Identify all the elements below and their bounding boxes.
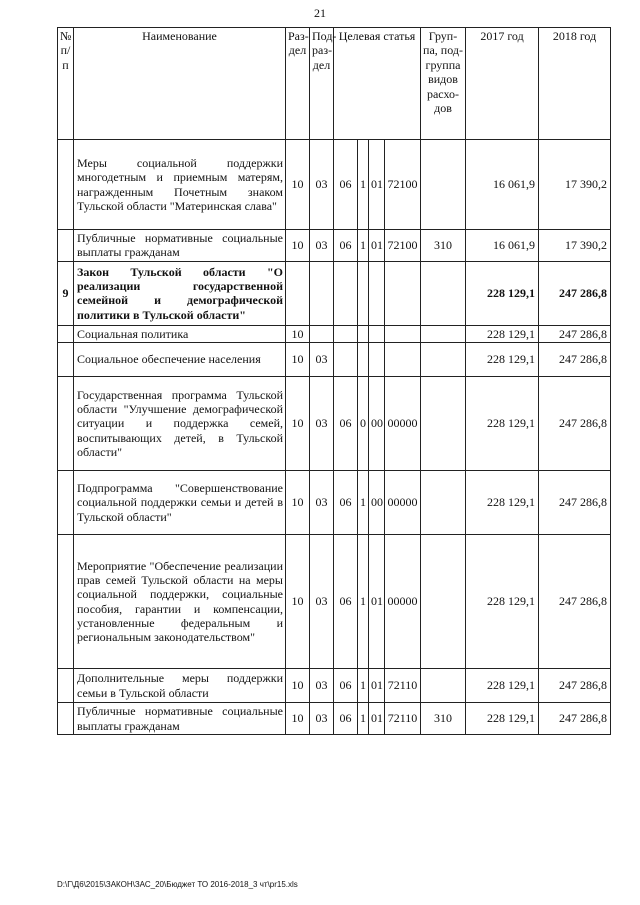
row-target-subprogram: 1 xyxy=(358,669,369,703)
row-name: Социальное обеспечение населения xyxy=(74,343,286,377)
row-target-program: 06 xyxy=(334,230,358,262)
row-value-2017: 228 129,1 xyxy=(466,261,539,325)
row-target-subprogram: 1 xyxy=(358,703,369,735)
row-subsection: 03 xyxy=(310,140,334,230)
row-target-program: 06 xyxy=(334,471,358,535)
row-target-subprogram xyxy=(358,325,369,342)
row-value-2017: 228 129,1 xyxy=(466,325,539,342)
row-target-subprogram: 1 xyxy=(358,230,369,262)
row-target-subprogram xyxy=(358,343,369,377)
row-target-event: 01 xyxy=(369,535,385,669)
row-target-subprogram: 1 xyxy=(358,140,369,230)
row-target-program xyxy=(334,343,358,377)
row-expense-group xyxy=(421,325,466,342)
row-value-2017: 228 129,1 xyxy=(466,703,539,735)
row-target-direction xyxy=(385,261,421,325)
row-target-direction xyxy=(385,343,421,377)
row-target-direction: 72100 xyxy=(385,230,421,262)
row-target-event xyxy=(369,261,385,325)
row-num xyxy=(58,535,74,669)
row-num xyxy=(58,325,74,342)
row-value-2018: 247 286,8 xyxy=(539,669,611,703)
row-value-2018: 247 286,8 xyxy=(539,535,611,669)
table-row xyxy=(58,535,611,669)
row-subsection: 03 xyxy=(310,230,334,262)
row-value-2018: 247 286,8 xyxy=(539,703,611,735)
table-header xyxy=(58,28,611,140)
row-value-2018: 247 286,8 xyxy=(539,471,611,535)
row-value-2018: 17 390,2 xyxy=(539,140,611,230)
row-section: 10 xyxy=(286,377,310,471)
row-num xyxy=(58,140,74,230)
header-2018: 2018 год xyxy=(539,28,611,140)
table-row xyxy=(58,261,611,325)
row-name: Закон Тульской области "О реализации государственной семейной и демографической политики в Тульской области" xyxy=(74,261,286,325)
row-target-program: 06 xyxy=(334,377,358,471)
row-expense-group xyxy=(421,535,466,669)
row-target-event: 01 xyxy=(369,703,385,735)
row-subsection: 03 xyxy=(310,669,334,703)
row-value-2018: 247 286,8 xyxy=(539,261,611,325)
row-section: 10 xyxy=(286,535,310,669)
row-subsection: 03 xyxy=(310,703,334,735)
row-subsection xyxy=(310,325,334,342)
row-section xyxy=(286,261,310,325)
row-name: Подпрограмма "Совершенствование социальной поддержки семьи и детей в Тульской области" xyxy=(74,471,286,535)
row-num xyxy=(58,669,74,703)
row-value-2018: 247 286,8 xyxy=(539,377,611,471)
row-value-2017: 228 129,1 xyxy=(466,535,539,669)
row-target-direction: 72110 xyxy=(385,669,421,703)
row-value-2017: 228 129,1 xyxy=(466,343,539,377)
row-target-direction: 00000 xyxy=(385,471,421,535)
row-target-direction xyxy=(385,325,421,342)
table-row xyxy=(58,669,611,703)
table-row xyxy=(58,377,611,471)
row-expense-group xyxy=(421,377,466,471)
row-target-direction: 00000 xyxy=(385,377,421,471)
row-expense-group: 310 xyxy=(421,703,466,735)
row-section: 10 xyxy=(286,703,310,735)
row-value-2018: 17 390,2 xyxy=(539,230,611,262)
row-target-program xyxy=(334,325,358,342)
header-expense-group: Груп-па, под-группа видов расхо-дов xyxy=(421,28,466,140)
file-path-footer: D:\Г\Д6\2015\ЗАКОН\ЗАС_20\Бюджет ТО 2016-2018_3 чт\pr15.xls xyxy=(57,880,298,889)
header-2017: 2017 год xyxy=(466,28,539,140)
row-target-event xyxy=(369,343,385,377)
row-target-program: 06 xyxy=(334,703,358,735)
row-value-2017: 228 129,1 xyxy=(466,377,539,471)
page-number: 21 xyxy=(314,6,326,20)
header-target-article: Целевая статья xyxy=(334,28,421,140)
row-value-2017: 228 129,1 xyxy=(466,471,539,535)
table-row xyxy=(58,325,611,342)
row-value-2017: 16 061,9 xyxy=(466,230,539,262)
row-subsection: 03 xyxy=(310,535,334,669)
row-num xyxy=(58,703,74,735)
row-name: Мероприятие "Обеспечение реализации прав семей Тульской области на меры социальной поддержки, социальные пособия, гарантии и компенсации, установленные федеральным и региональным законодательством" xyxy=(74,535,286,669)
row-target-subprogram: 1 xyxy=(358,535,369,669)
row-value-2018: 247 286,8 xyxy=(539,343,611,377)
row-subsection xyxy=(310,261,334,325)
budget-table xyxy=(57,27,611,735)
row-expense-group xyxy=(421,140,466,230)
row-target-event: 01 xyxy=(369,230,385,262)
row-section: 10 xyxy=(286,230,310,262)
row-name: Дополнительные меры поддержки семьи в Тульской области xyxy=(74,669,286,703)
table-row xyxy=(58,471,611,535)
row-target-program: 06 xyxy=(334,669,358,703)
row-target-event: 01 xyxy=(369,140,385,230)
table-row xyxy=(58,343,611,377)
row-target-subprogram xyxy=(358,261,369,325)
row-expense-group xyxy=(421,261,466,325)
row-value-2017: 228 129,1 xyxy=(466,669,539,703)
header-num: № п/п xyxy=(58,28,74,140)
row-value-2018: 247 286,8 xyxy=(539,325,611,342)
row-num xyxy=(58,230,74,262)
row-target-program xyxy=(334,261,358,325)
row-name: Социальная политика xyxy=(74,325,286,342)
row-target-event: 00 xyxy=(369,377,385,471)
row-target-event: 00 xyxy=(369,471,385,535)
row-target-program: 06 xyxy=(334,535,358,669)
row-target-event: 01 xyxy=(369,669,385,703)
row-value-2017: 16 061,9 xyxy=(466,140,539,230)
row-subsection: 03 xyxy=(310,377,334,471)
row-name: Меры социальной поддержки многодетным и приемным матерям, награжденным Почетным знаком Тульской области "Материнская слава" xyxy=(74,140,286,230)
row-subsection: 03 xyxy=(310,471,334,535)
row-expense-group: 310 xyxy=(421,230,466,262)
row-target-subprogram: 0 xyxy=(358,377,369,471)
row-num xyxy=(58,471,74,535)
row-num xyxy=(58,343,74,377)
row-subsection: 03 xyxy=(310,343,334,377)
row-target-subprogram: 1 xyxy=(358,471,369,535)
row-target-event xyxy=(369,325,385,342)
row-name: Публичные нормативные социальные выплаты гражданам xyxy=(74,703,286,735)
row-section: 10 xyxy=(286,325,310,342)
row-expense-group xyxy=(421,669,466,703)
row-num: 9 xyxy=(58,261,74,325)
row-name: Публичные нормативные социальные выплаты гражданам xyxy=(74,230,286,262)
row-num xyxy=(58,377,74,471)
row-section: 10 xyxy=(286,140,310,230)
row-target-program: 06 xyxy=(334,140,358,230)
row-section: 10 xyxy=(286,669,310,703)
table-row xyxy=(58,230,611,262)
header-section: Раз-дел xyxy=(286,28,310,140)
row-expense-group xyxy=(421,343,466,377)
row-expense-group xyxy=(421,471,466,535)
table-row xyxy=(58,140,611,230)
row-name: Государственная программа Тульской области "Улучшение демографической ситуации и поддержка семей, воспитывающих детей, в Тульской области" xyxy=(74,377,286,471)
header-subsection: Под-раз-дел xyxy=(310,28,334,140)
header-name: Наименование xyxy=(74,28,286,140)
row-target-direction: 72100 xyxy=(385,140,421,230)
table-row xyxy=(58,703,611,735)
row-section: 10 xyxy=(286,471,310,535)
row-section: 10 xyxy=(286,343,310,377)
row-target-direction: 00000 xyxy=(385,535,421,669)
row-target-direction: 72110 xyxy=(385,703,421,735)
